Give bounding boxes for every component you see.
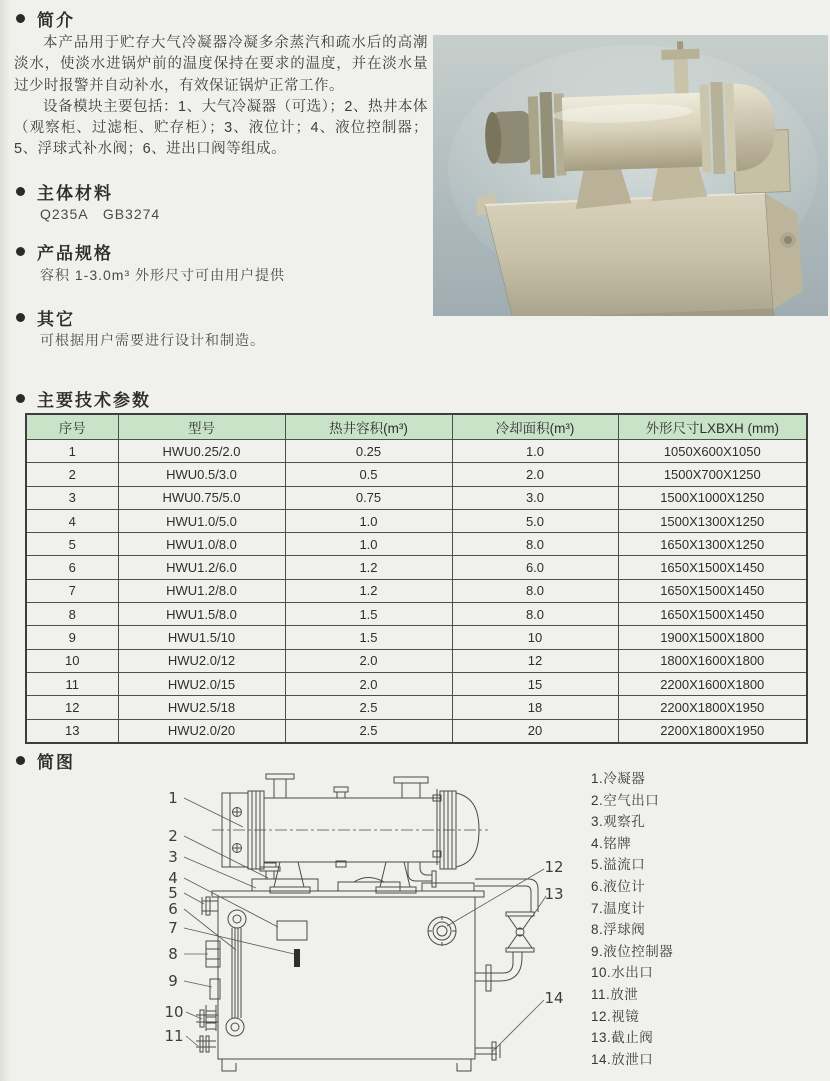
legend-item: 5.溢流口: [591, 857, 646, 873]
table-cell: 8.0: [452, 579, 618, 602]
table-cell: 2.5: [285, 696, 452, 719]
legend-item: 14.放泄口: [591, 1051, 654, 1067]
table-header-cell: 热井容积(m³): [285, 414, 452, 440]
diagram-callout-6: 6: [168, 900, 178, 918]
legend-item: 6.液位计: [591, 878, 646, 894]
table-header-cell: 外形尺寸LXBXH (mm): [618, 414, 807, 440]
legend-item: 12.视镜: [591, 1008, 640, 1024]
table-cell: HWU2.5/18: [118, 696, 285, 719]
legend-item: 4.铭牌: [591, 835, 632, 851]
section-intro-heading: [16, 6, 75, 31]
table-row: [26, 649, 807, 672]
intro-paragraph-1: 本产品用于贮存大气冷凝器冷凝多余蒸汽和疏水后的高潮淡水，使淡水进锅炉前的温度保持在要求的温度，并在淡水量过少时报警并自动补水，有效保证锅炉正常工作。: [14, 35, 428, 94]
intro-paragraph-2: 设备模块主要包括：1、大气冷凝器（可选）；2、热井本体（观察柜、过滤柜、贮存柜）；3、液位计；4、液位控制器；5、浮球式补水阀；6、进出口阀等组成。: [14, 98, 428, 158]
table-cell: 1650X1500X1450: [618, 579, 807, 602]
table-cell: 10: [452, 626, 618, 649]
table-header-cell: 型号: [118, 414, 285, 440]
table-cell: 6: [26, 556, 118, 579]
table-row: [26, 626, 807, 649]
table-cell: 8.0: [452, 533, 618, 556]
diagram-callout-7: 7: [168, 919, 178, 937]
table-cell: 2: [26, 463, 118, 486]
table-cell: HWU1.2/6.0: [118, 556, 285, 579]
table-cell: 4: [26, 509, 118, 532]
section-title-intro: 简介: [37, 11, 75, 30]
table-cell: HWU2.0/15: [118, 672, 285, 695]
table-cell: 12: [452, 649, 618, 672]
tech-params-table-wrap: [25, 413, 806, 744]
table-cell: HWU1.0/5.0: [118, 509, 285, 532]
diagram-callout-1: 1: [168, 789, 178, 807]
diagram-callout-14: 14: [544, 989, 564, 1007]
material-content: Q235A GB3274: [40, 206, 161, 222]
table-cell: 1.2: [285, 579, 452, 602]
table-row: [26, 556, 807, 579]
table-cell: 1.0: [285, 509, 452, 532]
table-cell: 1650X1500X1450: [618, 603, 807, 626]
table-cell: 2.0: [285, 649, 452, 672]
diagram-legend: [591, 768, 673, 1070]
table-row: [26, 509, 807, 532]
table-row: [26, 440, 807, 463]
diagram-callout-12: 12: [544, 858, 564, 876]
legend-item: 10.水出口: [591, 965, 654, 981]
table-row: [26, 579, 807, 602]
schematic-diagram: [140, 765, 590, 1081]
table-cell: 0.25: [285, 440, 452, 463]
table-cell: 2.0: [452, 463, 618, 486]
table-cell: 2.5: [285, 719, 452, 743]
table-cell: 2200X1800X1950: [618, 719, 807, 743]
bullet-icon: [16, 14, 25, 23]
table-header-row: [26, 414, 807, 440]
table-cell: 1500X700X1250: [618, 463, 807, 486]
section-title-other: 其它: [37, 310, 75, 329]
table-cell: HWU2.0/20: [118, 719, 285, 743]
legend-item: 1.冷凝器: [591, 771, 646, 786]
table-cell: 2200X1800X1950: [618, 696, 807, 719]
diagram-callout-9: 9: [168, 972, 178, 990]
legend-item: 3.观察孔: [591, 814, 646, 830]
table-header-cell: 序号: [26, 414, 118, 440]
table-cell: HWU1.2/8.0: [118, 579, 285, 602]
section-diagram-heading: [16, 748, 75, 773]
table-cell: 3.0: [452, 486, 618, 509]
table-cell: 8.0: [452, 603, 618, 626]
table-cell: 1650X1500X1450: [618, 556, 807, 579]
table-cell: 0.75: [285, 486, 452, 509]
legend-item: 13.截止阀: [591, 1030, 654, 1046]
table-cell: HWU1.5/8.0: [118, 603, 285, 626]
section-title-diagram: 简图: [37, 753, 75, 772]
intro-text: [14, 33, 428, 161]
table-cell: 20: [452, 719, 618, 743]
diagram-callout-2: 2: [168, 827, 178, 845]
table-cell: 9: [26, 626, 118, 649]
table-cell: 12: [26, 696, 118, 719]
table-row: [26, 719, 807, 743]
section-params-heading: [16, 386, 151, 411]
table-row: [26, 463, 807, 486]
table-cell: 3: [26, 486, 118, 509]
table-cell: 7: [26, 579, 118, 602]
photo-tank: [477, 193, 803, 316]
table-cell: 8: [26, 603, 118, 626]
section-material-heading: [16, 179, 113, 204]
legend-item: 8.浮球阀: [591, 922, 646, 938]
bullet-icon: [16, 247, 25, 256]
tank-drawing: [196, 863, 484, 1071]
spec-content: 容积 1-3.0m³ 外形尺寸可由用户提供: [40, 267, 286, 283]
diagram-callout-5: 5: [168, 884, 178, 902]
table-cell: HWU1.5/10: [118, 626, 285, 649]
legend-item: 2.空气出口: [591, 792, 660, 808]
table-cell: 18: [452, 696, 618, 719]
table-cell: HWU1.0/8.0: [118, 533, 285, 556]
table-cell: 1.5: [285, 603, 452, 626]
diagram-callout-8: 8: [168, 945, 178, 963]
bullet-icon: [16, 394, 25, 403]
table-cell: 11: [26, 672, 118, 695]
table-cell: 1.0: [285, 533, 452, 556]
table-cell: 1650X1300X1250: [618, 533, 807, 556]
table-cell: HWU0.75/5.0: [118, 486, 285, 509]
table-cell: 1050X600X1050: [618, 440, 807, 463]
diagram-callout-3: 3: [168, 848, 178, 866]
table-cell: 0.5: [285, 463, 452, 486]
table-cell: 6.0: [452, 556, 618, 579]
table-cell: HWU0.25/2.0: [118, 440, 285, 463]
diagram-callout-4: 4: [168, 869, 178, 887]
product-photo-image: [433, 35, 828, 316]
tech-params-table: [25, 413, 808, 744]
table-header-cell: 冷却面积(m³): [452, 414, 618, 440]
table-cell: 1800X1600X1800: [618, 649, 807, 672]
table-cell: 1900X1500X1800: [618, 626, 807, 649]
table-cell: 1500X1300X1250: [618, 509, 807, 532]
table-row: [26, 603, 807, 626]
table-row: [26, 696, 807, 719]
legend-item: 11.放泄: [591, 986, 639, 1002]
legend-item: 9.液位控制器: [591, 943, 674, 959]
table-cell: 10: [26, 649, 118, 672]
other-content: 可根据用户需要进行设计和制造。: [40, 332, 265, 348]
table-cell: 1.5: [285, 626, 452, 649]
diagram-callout-10: 10: [164, 1003, 184, 1021]
condenser-drawing: [212, 774, 488, 893]
table-row: [26, 533, 807, 556]
table-cell: 5.0: [452, 509, 618, 532]
table-cell: HWU0.5/3.0: [118, 463, 285, 486]
table-cell: 1: [26, 440, 118, 463]
table-cell: 1500X1000X1250: [618, 486, 807, 509]
right-piping-drawing: [475, 879, 538, 1060]
table-cell: HWU2.0/12: [118, 649, 285, 672]
diagram-callouts: [164, 789, 563, 1045]
legend-item: 7.温度计: [591, 900, 646, 916]
diagram-callout-13: 13: [544, 885, 564, 903]
table-cell: 5: [26, 533, 118, 556]
table-cell: 15: [452, 672, 618, 695]
table-cell: 1.2: [285, 556, 452, 579]
section-title-params: 主要技术参数: [37, 391, 151, 410]
bullet-icon: [16, 756, 25, 765]
table-cell: 2200X1600X1800: [618, 672, 807, 695]
section-spec-heading: [16, 239, 113, 264]
table-row: [26, 672, 807, 695]
section-title-material: 主体材料: [37, 184, 113, 203]
section-other-heading: [16, 305, 75, 330]
section-title-spec: 产品规格: [37, 244, 113, 263]
table-cell: 1.0: [452, 440, 618, 463]
product-photo: [433, 35, 828, 316]
bullet-icon: [16, 313, 25, 322]
table-cell: 13: [26, 719, 118, 743]
table-row: [26, 486, 807, 509]
diagram-callout-11: 11: [164, 1027, 184, 1045]
bullet-icon: [16, 187, 25, 196]
table-cell: 2.0: [285, 672, 452, 695]
